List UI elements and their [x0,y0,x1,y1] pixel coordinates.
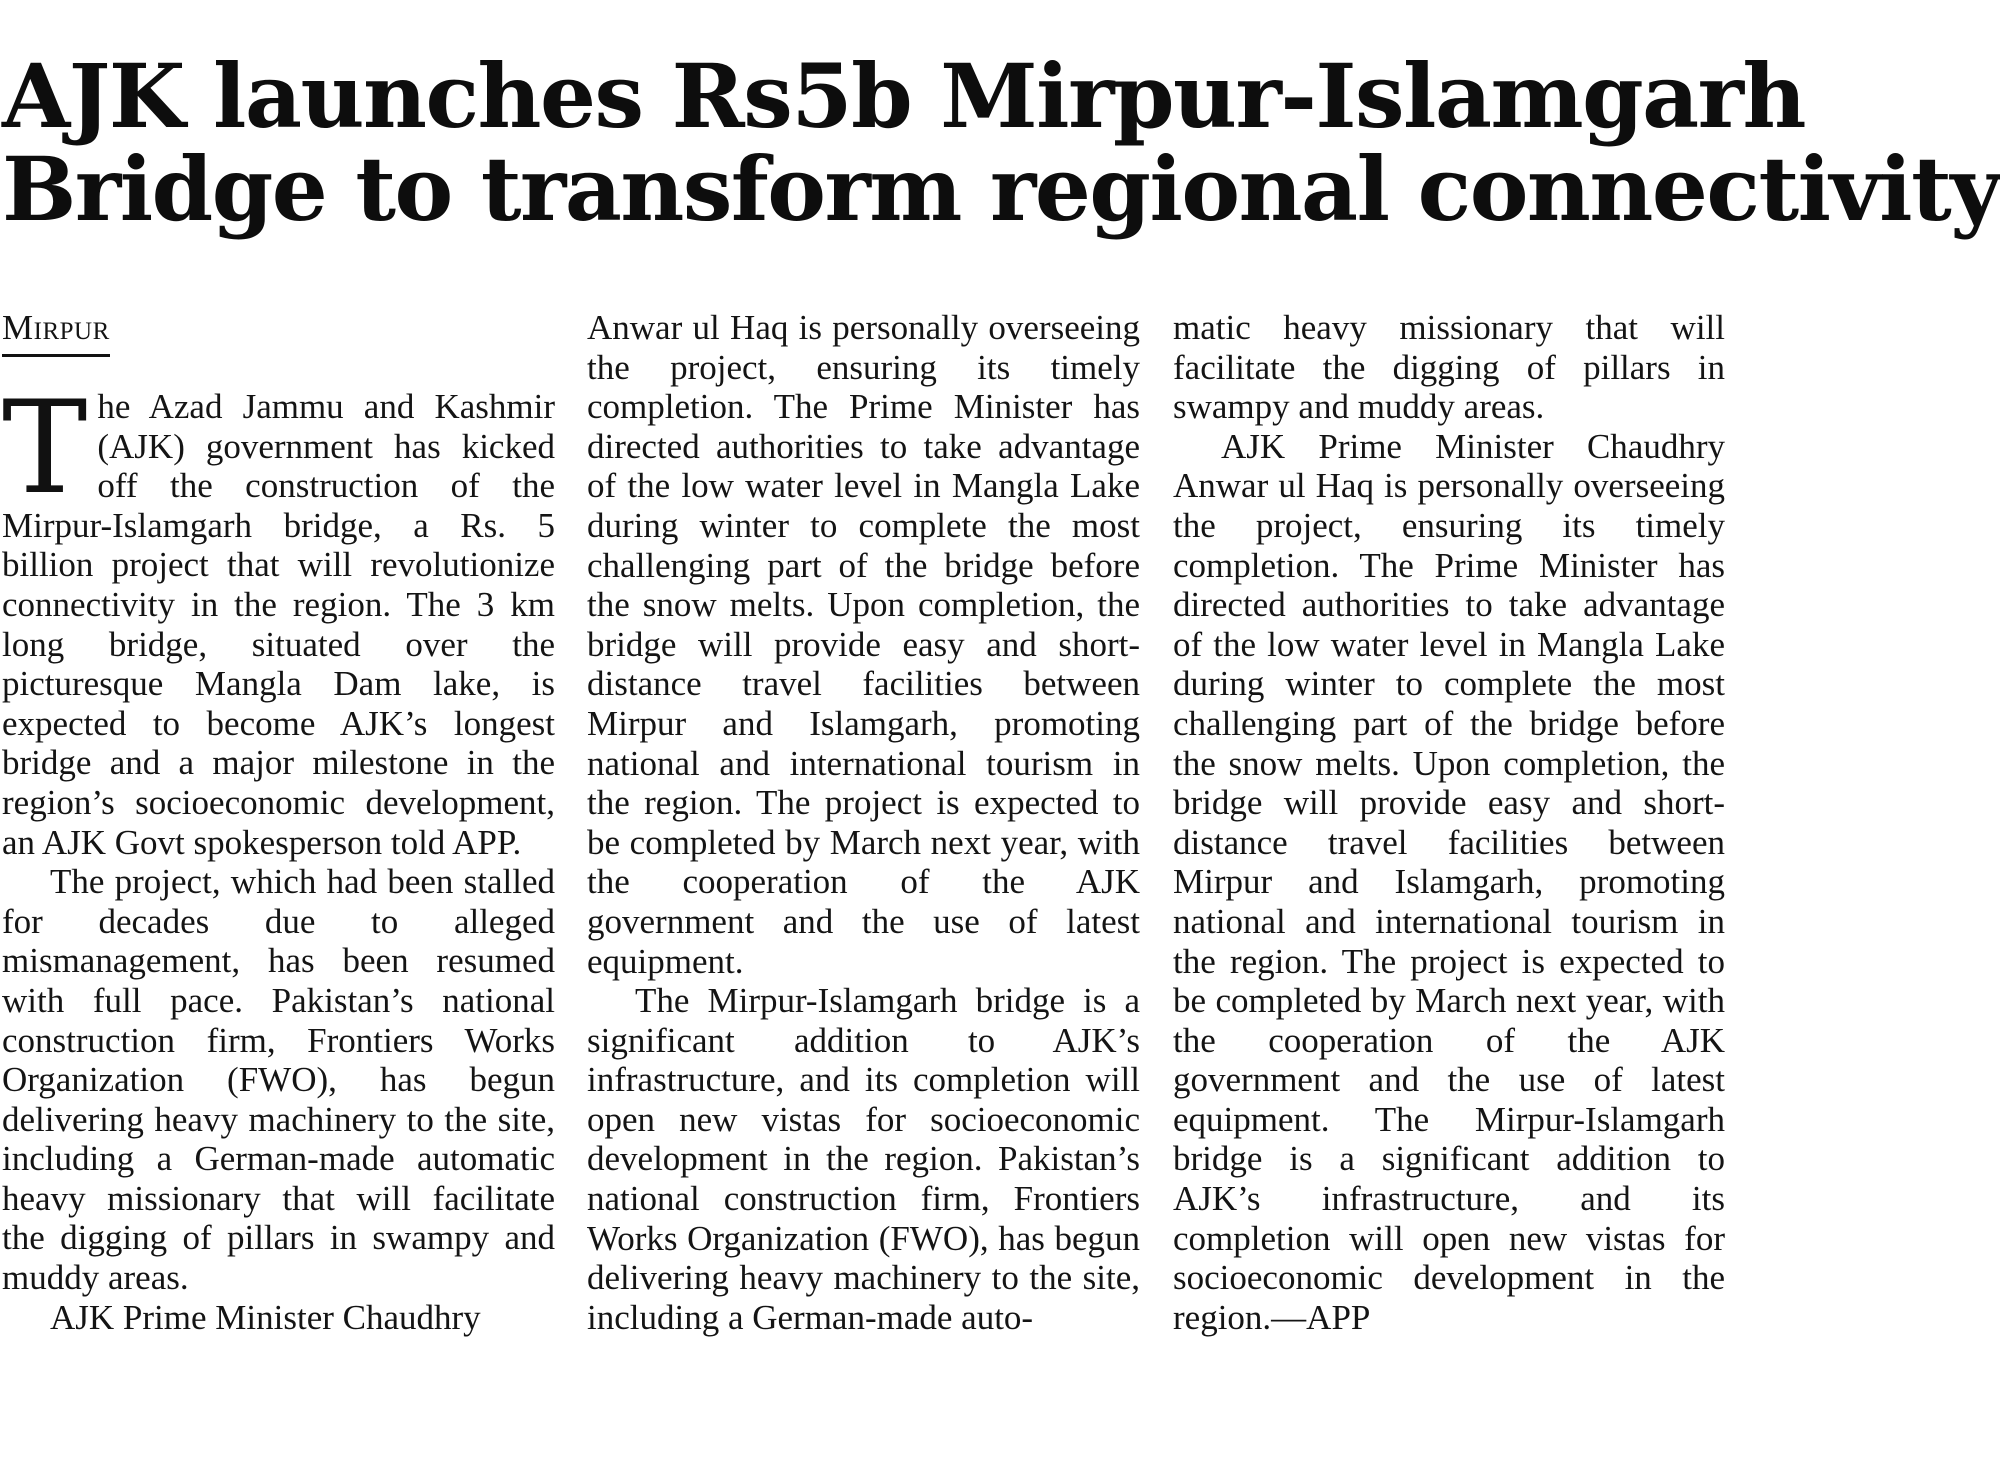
paragraph-prime-minister-start: AJK Prime Minister Chaudhry [50,1297,481,1337]
paragraph-repeated-summary: AJK Prime Minister Chaudhry Anwar ul Haq is personally overseeing the project, ensuring its timely completion. The Prime Minister has directed authorities to take advantage of the low water level in Mangla Lake during winter to complete the most challenging part of the bridge before the snow melts. Upon completion, the bridge will provide easy and short-distance travel facilities between Mirpur and Islamgarh, promoting national and international tourism in the region. The project is expected to be completed by March next year, with the cooperation of the AJK government and the use of latest equipment. The Mirpur-Islamgarh bridge is a significant addition to AJK’s infrastructure, and its completion will open new vistas for socioeconomic development in the region.—APP [1173,426,1725,1337]
article-column-3 [1173,308,1725,1337]
headline-line-1: AJK launches Rs5b Mirpur-Islamgarh [2,44,1806,148]
lead-paragraph [2,374,555,862]
headline [2,44,2000,241]
paragraph-bridge-significance: The Mirpur-Islamgarh bridge is a significant addition to AJK’s infrastructure, and its completion will open new vistas for socioeconomic development in the region. Pakistan’s national construction firm, Frontiers Works Organization (FWO), has begun delivering heavy machinery to the site, including a German-made auto- [587,981,1140,1337]
article-column-1 [2,308,555,1337]
drop-cap: T [2,374,88,523]
article-column-2 [587,308,1140,1337]
paragraph-prime-minister-continued: Anwar ul Haq is personally overseeing the project, ensuring its timely completion. The Prime Minister has directed authorities to take advantage of the low water level in Mangla Lake during winter to complete the most challenging part of the bridge before the snow melts. Upon completion, the bridge will provide easy and short-distance travel facilities between Mirpur and Islamgarh, promoting national and international tourism in the region. The project is expected to be completed by March next year, with the cooperation of the AJK government and the use of latest equipment. [587,308,1140,981]
lead-paragraph-text: he Azad Jammu and Kashmir (AJK) government has kicked off the construction of the Mirpur-Islamgarh bridge, a Rs. 5 billion project that will revolutionize connectivity in the region. The 3 km long bridge, situated over the picturesque Mangla Dam lake, is expected to become AJK’s longest bridge and a major milestone in the region’s socioeconomic development, an AJK Govt spokesperson told APP. [2,387,555,862]
paragraph-machinery-continued: matic heavy missionary that will facilitate the digging of pillars in swampy and muddy areas. [1173,308,1725,427]
headline-line-2: Bridge to transform regional connectivity [2,137,2000,241]
paragraph-project-resumed: The project, which had been stalled for decades due to alleged mismanagement, has been resumed with full pace. Pakistan’s national construction firm, Frontiers Works Organization (FWO), has begun delivering heavy machinery to the site, including a German-made automatic heavy missionary that will facilitate the digging of pillars in swampy and muddy areas. [2,862,555,1298]
dateline: Mirpur [2,308,110,357]
